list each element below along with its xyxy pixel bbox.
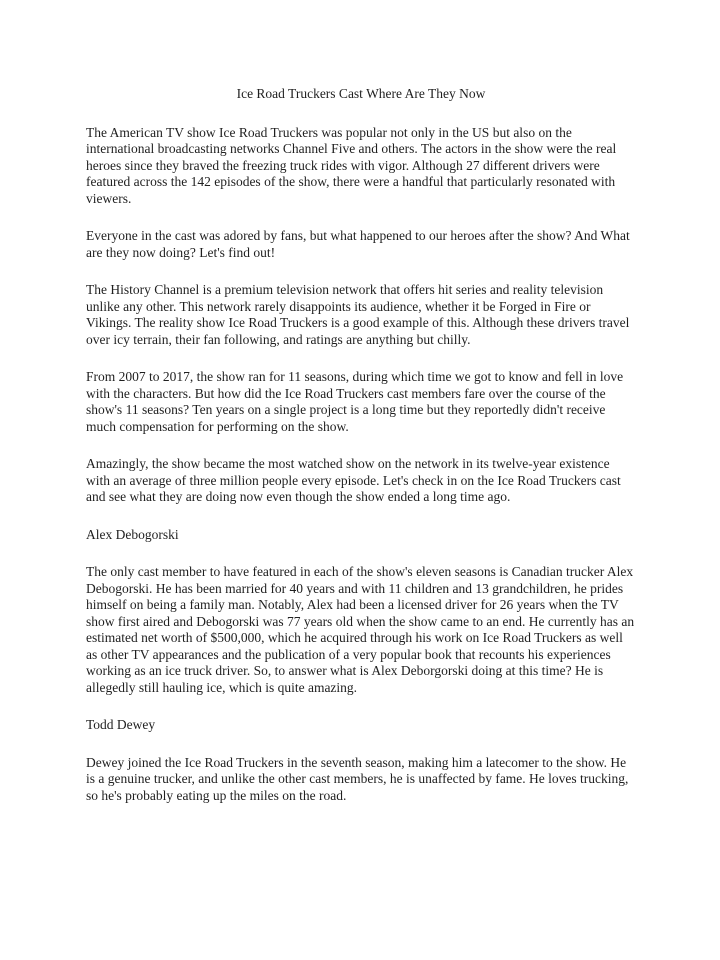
- paragraph: Amazingly, the show became the most watched show on the network in its twelve-year existence with an average of three million people every episode. Let's check in on the Ice Road Truckers cast and see what they are doing now even though the show ended a long time ago.: [86, 456, 621, 504]
- paragraph: From 2007 to 2017, the show ran for 11 seasons, during which time we got to know and fell in love with the characters. But how did the Ice Road Truckers cast members fare over the course of the show's 11 seasons? Ten years on a single project is a long time but they reportedly didn't receive much compensation for performing on the show.: [86, 369, 624, 434]
- paragraph: The only cast member to have featured in each of the show's eleven seasons is Canadian trucker Alex Debogorski. He has been married for 40 years and with 11 children and 13 grandchildren, he prides himself on being a family man. Notably, Alex had been a licensed driver for 26 years when the TV show first aired and Debogorski was 77 years old when the show came to an end. He currently has an estimated net worth of $500,000, which he acquired through his work on Ice Road Truckers as well as other TV appearances and the publication of a very popular book that recounts his experiences working as an ice truck driver. So, to answer what is Alex Deborgorski doing at this time? He is allegedly still hauling ice, which is quite amazing.: [86, 564, 635, 695]
- section-heading: Todd Dewey: [86, 717, 156, 732]
- paragraph: The American TV show Ice Road Truckers was popular not only in the US but also on the international broadcasting networks Channel Five and others. The actors in the show were the real heroes since they braved the freezing truck rides with vigor. Although 27 different drivers were featured across the 142 episodes of the show, there were a handful that particularly resonated with viewers.: [86, 124, 617, 206]
- document-title: Ice Road Truckers Cast Where Are They Now: [236, 86, 486, 101]
- section-heading: Alex Debogorski: [86, 526, 179, 542]
- paragraph: Everyone in the cast was adored by fans, but what happened to our heroes after the show? And What are they now doing? Let's find out!: [86, 228, 630, 260]
- paragraph: The History Channel is a premium television network that offers hit series and reality television unlike any other. This network rarely disappoints its audience, whether it be Forged in Fire or Vikings. The reality show Ice Road Truckers is a good example of this. Although these drivers travel over icy terrain, their fan following, and ratings are anything but chilly.: [86, 282, 630, 347]
- paragraph: Dewey joined the Ice Road Truckers in the seventh season, making him a latecomer to the show. He is a genuine trucker, and unlike the other cast members, he is unaffected by fame. He loves trucking, so he's probably eating up the miles on the road.: [86, 754, 629, 803]
- document-body: [86, 125, 636, 805]
